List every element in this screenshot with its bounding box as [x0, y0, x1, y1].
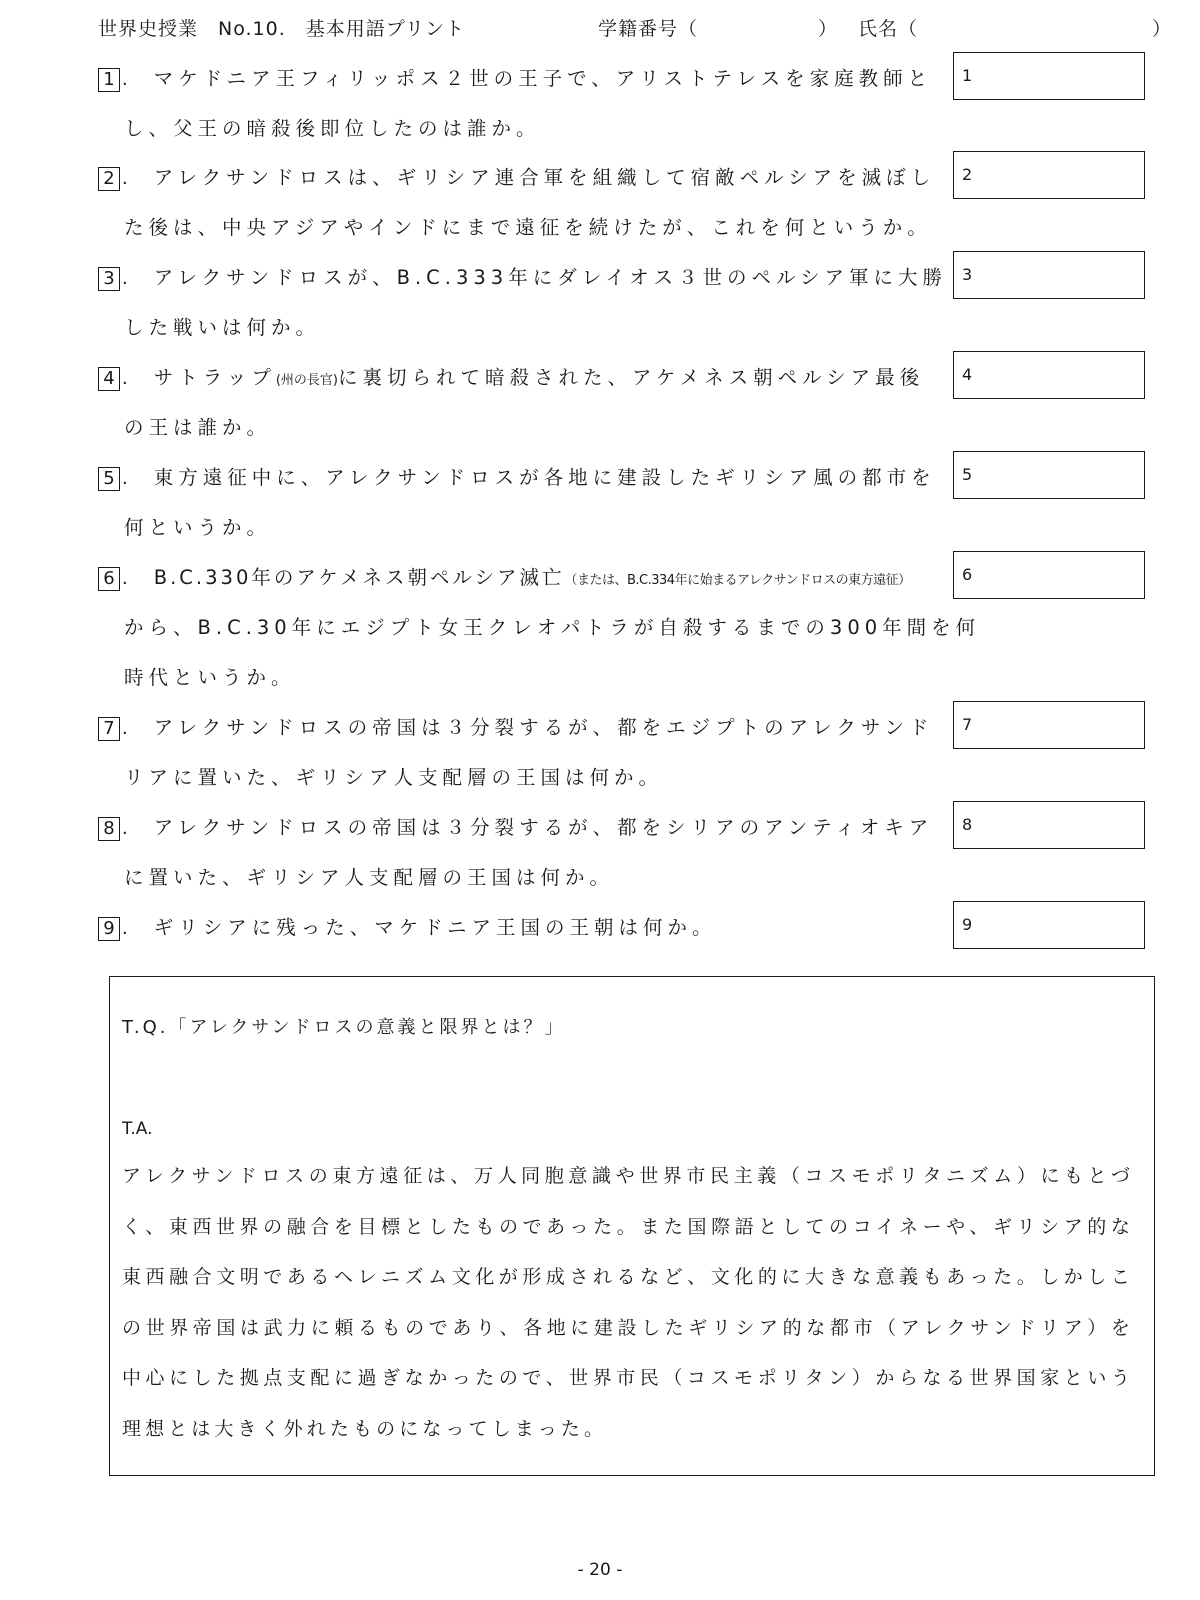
question-text: アレクサンドロスは、ギリシア連合軍を組織して宿敵ペルシアを滅ぼし	[153, 166, 936, 189]
answer-box[interactable]	[953, 52, 1145, 100]
question-text: マケドニア王フィリッポス２世の王子で、アリストテレスを家庭教師と	[153, 67, 933, 90]
answer-box[interactable]	[953, 151, 1145, 199]
question-text: 東方遠征中に、アレクサンドロスが各地に建設したギリシア風の都市を	[153, 466, 936, 489]
question-text-continued: の王は誰か。	[124, 416, 272, 439]
question-number: 4	[98, 367, 120, 391]
theme-question: T.Q.「アレクサンドロスの意義と限界とは？」	[122, 1017, 566, 1038]
answer-box-label: 4	[962, 365, 973, 384]
question-text: ギリシアに残った、マケドニア王国の王朝は何か。	[153, 916, 717, 939]
question-text-continued: 何というか。	[124, 516, 272, 539]
page-number: - 20 -	[577, 1560, 623, 1580]
name-close: ）	[1151, 18, 1172, 40]
question-number: 2	[98, 167, 120, 191]
answer-box-label: 7	[962, 715, 973, 734]
theme-answer-label: T.A.	[122, 1119, 153, 1139]
answer-box[interactable]	[953, 901, 1145, 949]
question-text-continued-2: 時代というか。	[124, 666, 296, 689]
answer-box-label: 1	[962, 66, 973, 85]
theme-answer-text: アレクサンドロスの東方遠征は、万人同胞意識や世界市民主義（コスモポリタニズム）にもとづく、東西世界の融合を目標としたものであった。また国際語としてのコイネーや、ギリシア的な東西融合文明であるヘレニズム文化が形成されるなど、文化的に大きな意義もあった。しかしこの世界帝国は武力に頼るものであり、各地に建設したギリシア的な都市（アレクサンドリア）を中心にした拠点支配に過ぎなかったので、世界市民（コスモポリタン）からなる世界国家という理想とは大きく外れたものになってしまった。	[122, 1165, 1134, 1440]
answer-box-label: 6	[962, 565, 973, 584]
question-text-continued: た後は、中央アジアやインドにまで遠征を続けたが、これを何というか。	[124, 216, 932, 239]
question-number: 3	[98, 267, 120, 291]
answer-box[interactable]	[953, 701, 1145, 749]
question-text-continued: リアに置いた、ギリシア人支配層の王国は何か。	[124, 766, 664, 789]
question-text-continued: した戦いは何か。	[124, 316, 321, 339]
answer-box-label: 3	[962, 265, 973, 284]
answer-box-label: 9	[962, 915, 973, 934]
question-number: 5	[98, 467, 120, 491]
question-text-tail: に裏切られて暗殺された、アケメネス朝ペルシア最後	[338, 366, 925, 389]
student-id-close: ）	[818, 18, 839, 40]
question-note: （または、B.C.334年に始まるアレクサンドロスの東方遠征）	[564, 573, 911, 588]
question-text-continued: に置いた、ギリシア人支配層の王国は何か。	[124, 866, 615, 889]
question-number: 9	[98, 917, 120, 941]
answer-box-label: 5	[962, 465, 973, 484]
answer-box[interactable]	[953, 251, 1145, 299]
question-number: 8	[98, 817, 120, 841]
question-note: (州の長官)	[275, 373, 339, 388]
answer-box-label: 8	[962, 815, 973, 834]
question-text: アレクサンドロスが、B.C.333年にダレイオス３世のペルシア軍に大勝	[153, 266, 947, 289]
question-text: サトラップ	[153, 366, 276, 389]
question-number: 7	[98, 717, 120, 741]
student-id-label: 学籍番号（	[598, 18, 699, 40]
question-text: アレクサンドロスの帝国は３分裂するが、都をエジプトのアレクサンド	[153, 716, 934, 739]
question-text-continued: から、B.C.30年にエジプト女王クレオパトラが自殺するまでの300年間を何	[124, 616, 981, 639]
question-text: アレクサンドロスの帝国は３分裂するが、都をシリアのアンティオキア	[153, 816, 934, 839]
answer-box[interactable]	[953, 351, 1145, 399]
answer-box[interactable]	[953, 551, 1145, 599]
answer-box-label: 2	[962, 165, 973, 184]
answer-box[interactable]	[953, 451, 1145, 499]
worksheet-header	[98, 14, 1172, 44]
question-number: 1	[98, 68, 120, 92]
theme-question-box	[109, 976, 1155, 1476]
question-number: 6	[98, 567, 120, 591]
worksheet-title: 世界史授業 No.10. 基本用語プリント	[98, 18, 466, 40]
question-text-continued: し、父王の暗殺後即位したのは誰か。	[124, 117, 541, 140]
question-text: B.C.330年のアケメネス朝ペルシア滅亡	[153, 566, 565, 589]
name-label: 氏名（	[858, 18, 919, 40]
answer-box[interactable]	[953, 801, 1145, 849]
